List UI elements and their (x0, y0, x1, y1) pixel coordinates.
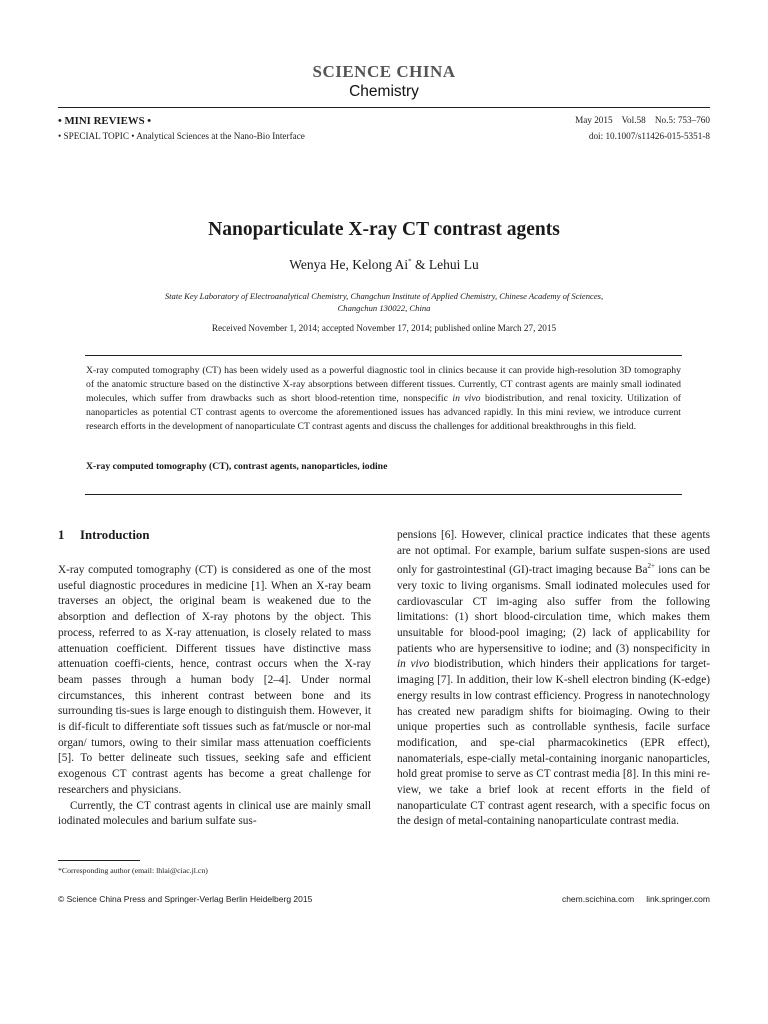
authors-text: Wenya He, Kelong Ai (289, 257, 409, 272)
abstract (86, 364, 681, 434)
body-paragraph (397, 528, 710, 830)
section-number: 1 (58, 528, 65, 542)
body-column-right (397, 528, 710, 830)
abstract-text: biodistribution, and renal toxicity. Utilization of nanoparticles as potential CT contrast agents to overcome the aforementioned issues has advanced rapidly. In this mini review, we introduce current research efforts in the development of nanoparticulate CT contrast agents and discuss the challenges for additional breakthroughs in this field. (86, 393, 682, 432)
doi-link[interactable]: doi: 10.1007/s11426-015-5351-8 (588, 131, 710, 141)
springer-link[interactable]: link.springer.com (646, 894, 710, 904)
body-paragraph: Currently, the CT contrast agents in clinical use are mainly small iodinated molecules and barium sulfate sus- (58, 799, 371, 828)
issue-info: May 2015 Vol.58 No.5: 753–760 (575, 115, 710, 125)
author-list (0, 257, 768, 273)
section-heading (58, 528, 149, 543)
authors-text-last: & Lehui Lu (411, 257, 479, 272)
ion-charge-superscript: 2+ (647, 562, 655, 571)
header-divider (58, 107, 710, 108)
special-topic-label: • SPECIAL TOPIC • Analytical Sciences at the Nano-Bio Interface (58, 131, 305, 141)
abstract-bottom-divider (85, 494, 682, 495)
article-title: Nanoparticulate X-ray CT contrast agents (208, 219, 560, 240)
body-text: biodistribution, which hinders their applications for target-imaging [7]. In addition, their low K-shell electron binding (K-edge) energy results in low contrast efficiency. Progress in nanotechnology has created new paradigm shifts for bioimaging. Owing to their unique properties such as controllable synthesis, facile surface modification, and spe-cial pharmacokinetics (EPR effect), nanomaterials, espe-cially metal-containing inorganic nanoparticles, hold great promise to serve as CT contrast media [8]. In this mini re-view, we take a brief look at recent efforts in the field of nanoparticulate CT contrast agent research, with a specific focus on the design of metal-containing nanoparticulate contrast media. (397, 658, 710, 828)
copyright-notice: © Science China Press and Springer-Verlag Berlin Heidelberg 2015 (58, 894, 313, 904)
publication-history: Received November 1, 2014; accepted November 17, 2014; published online March 27, 2015 (211, 323, 557, 333)
body-text: pensions [6]. However, clinical practice indicates that these agents are not optimal. For example, barium sulfate suspen-sions are used only for gastrointestinal (GI)-tract imaging because Ba (397, 529, 710, 577)
keywords: X-ray computed tomography (CT), contrast agents, nanoparticles, iodine (86, 461, 388, 472)
abstract-text: X-ray computed tomography (CT) has been widely used as a powerful diagnostic tool in clinics because it can provide high-resolution 3D tomography of the anatomic structure based on the distinctive X-ray absorptions between different tissues. Currently, CT contrast agents are mainly small iodinated molecules, which suffer from drawbacks such as short blood-retention time, nonspecific (86, 365, 681, 404)
body-paragraph: X-ray computed tomography (CT) is considered as one of the most useful diagnostic procedures in medicine [1]. When an X-ray beam traverses an object, the original beam is weakened due to the absorption and deflection of X-ray photons by the object. This process, referred to as X-ray attenuation, is closely related to mass attenuation coefficient. Different tissues have distinctive mass attenuation coeffi-cients, hence, contrast occurs when the X-ray beam passes through a human body [2–4]. Under normal circumstances, this inherent contrast between bone and its surrounding tis-sues is large enough to distinguish them. However, it is dif-ficult to differentiate soft tissues such as fat/muscle or nor-mal organ/ tumors, owing to their similar mass attenuation coefficients [5]. To better delineate such tissues, seeking safe and efficient exogenous CT contrast agents has become a great challenge for researchers and physicians. (58, 564, 371, 796)
article-section-label: • MINI REVIEWS • (58, 115, 152, 127)
affiliation-line: Changchun 130022, China (337, 302, 431, 313)
corresponding-author-mark: * (408, 257, 412, 266)
body-italic-term: in vivo (397, 658, 430, 671)
section-title: Introduction (80, 528, 150, 542)
journal-name: SCIENCE CHINA (312, 62, 456, 81)
journal-site-link[interactable]: chem.scichina.com (561, 894, 635, 904)
footnote-divider (58, 860, 140, 861)
journal-subject: Chemistry (349, 83, 419, 100)
body-column-left (58, 563, 371, 830)
corresponding-author-footnote: *Corresponding author (email: lhlai@ciac.jl.cn) (58, 866, 208, 875)
affiliation (100, 291, 668, 314)
abstract-italic-term: in vivo (452, 393, 481, 404)
abstract-top-divider (85, 355, 682, 356)
footer-links (562, 894, 710, 904)
body-text: ions can be very toxic to living organisms. Small iodinated molecules used for cardiovascular CT im-aging also suffer from the following limitations: (1) short blood-circulation time, which makes them unsuitable for blood-pool imaging; (2) lack of applicability for patients who are hypersensitive to iodine; and (3) nonspecificity in (397, 564, 710, 655)
affiliation-line: State Key Laboratory of Electroanalytical Chemistry, Changchun Institute of Applied Chemistry, Chinese Academy of Sciences, (164, 291, 604, 301)
